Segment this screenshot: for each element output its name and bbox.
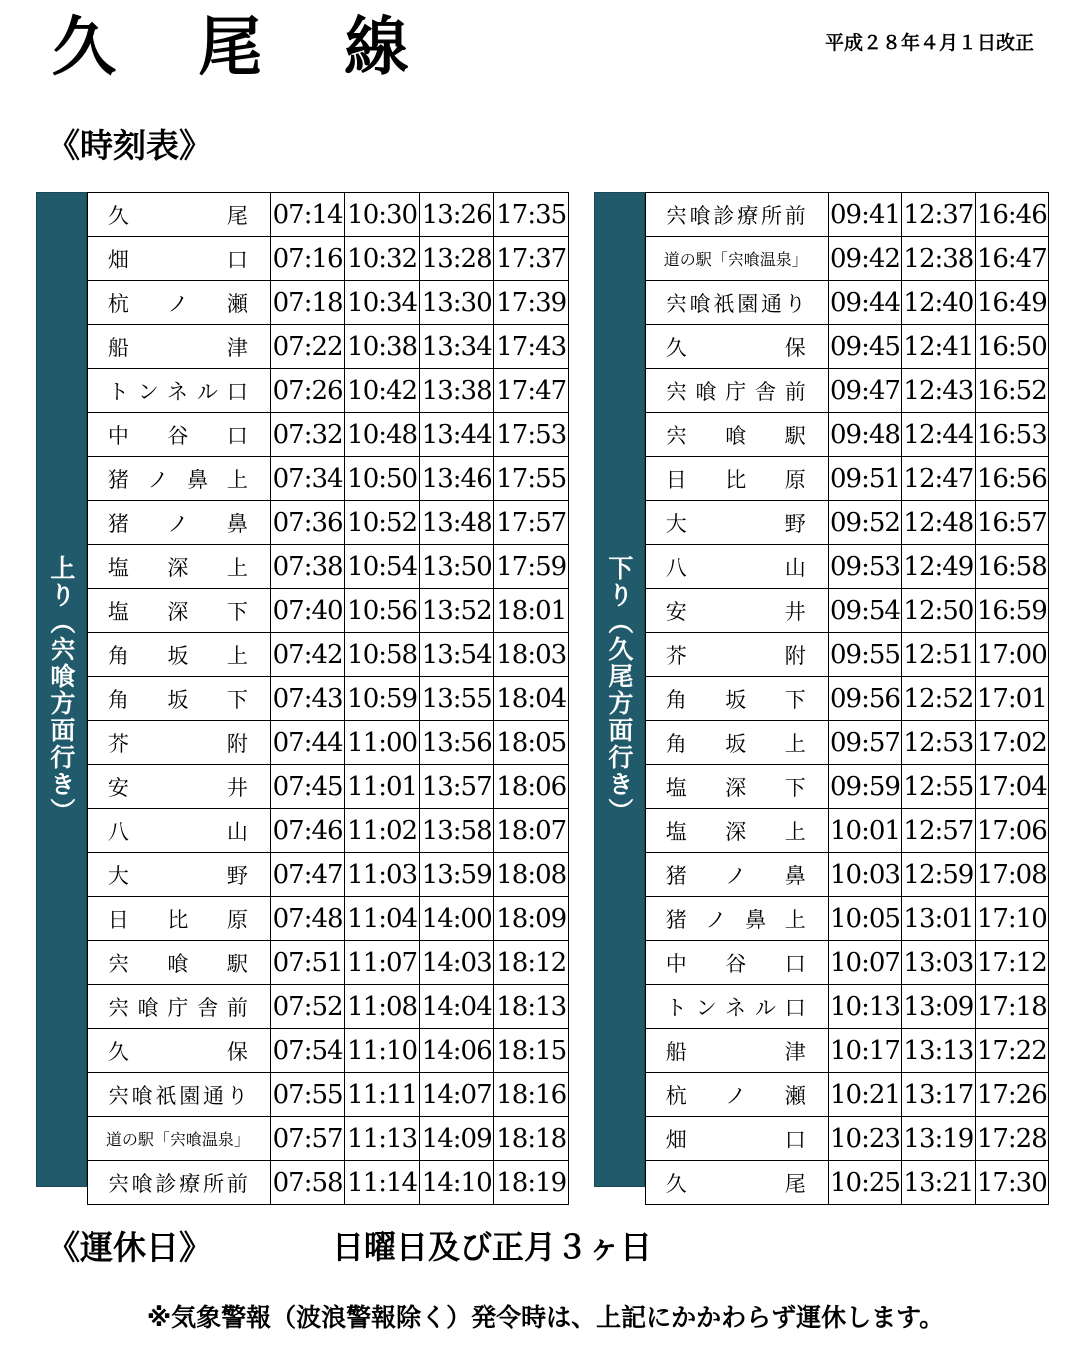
departure-time: 17:53: [494, 413, 569, 457]
departure-time: 17:26: [975, 1073, 1048, 1117]
departure-time: 18:16: [494, 1073, 569, 1117]
departure-time: 10:25: [828, 1161, 901, 1205]
departure-time: 07:44: [270, 721, 345, 765]
table-row: [645, 1073, 1048, 1117]
departure-time: 13:01: [902, 897, 975, 941]
departure-time: 10:42: [345, 369, 420, 413]
departure-time: 10:03: [828, 853, 901, 897]
departure-time: 10:30: [345, 193, 420, 237]
table-row: [87, 193, 568, 237]
revision-date: 平成２８年４月１日改正: [824, 32, 1034, 54]
departure-time: 11:00: [345, 721, 420, 765]
departure-time: 10:38: [345, 325, 420, 369]
departure-time: 13:38: [419, 369, 494, 413]
table-row: [87, 985, 568, 1029]
departure-time: 09:48: [828, 413, 901, 457]
departure-time: 07:43: [270, 677, 345, 721]
departure-time: 18:06: [494, 765, 569, 809]
station-name: 宍喰庁舎前: [645, 369, 828, 413]
station-name: 船 津: [645, 1029, 828, 1073]
departure-time: 13:30: [419, 281, 494, 325]
station-name: 道の駅「宍喰温泉」: [645, 237, 828, 281]
up-timetable-body: [87, 193, 568, 1205]
departure-time: 17:06: [975, 809, 1048, 853]
table-row: [87, 281, 568, 325]
departure-time: 18:07: [494, 809, 569, 853]
departure-time: 13:19: [902, 1117, 975, 1161]
departure-time: 07:16: [270, 237, 345, 281]
departure-time: 10:13: [828, 985, 901, 1029]
station-name: 畑 口: [645, 1117, 828, 1161]
station-name: 久 保: [645, 325, 828, 369]
departure-time: 17:47: [494, 369, 569, 413]
table-row: [645, 325, 1048, 369]
departure-time: 13:52: [419, 589, 494, 633]
station-name: 安 井: [645, 589, 828, 633]
departure-time: 10:01: [828, 809, 901, 853]
table-row: [645, 721, 1048, 765]
departure-time: 13:46: [419, 457, 494, 501]
departure-time: 12:57: [902, 809, 975, 853]
station-name: 宍喰診療所前: [87, 1161, 270, 1205]
station-name: 猪 ノ 鼻: [645, 853, 828, 897]
departure-time: 13:09: [902, 985, 975, 1029]
departure-time: 12:49: [902, 545, 975, 589]
departure-time: 11:11: [345, 1073, 420, 1117]
down-timetable: [645, 192, 1049, 1205]
table-row: [645, 897, 1048, 941]
departure-time: 11:04: [345, 897, 420, 941]
departure-time: 17:28: [975, 1117, 1048, 1161]
station-name: 芥 附: [87, 721, 270, 765]
departure-time: 16:58: [975, 545, 1048, 589]
departure-time: 14:06: [419, 1029, 494, 1073]
departure-time: 18:01: [494, 589, 569, 633]
departure-time: 07:47: [270, 853, 345, 897]
table-row: [645, 633, 1048, 677]
departure-time: 11:02: [345, 809, 420, 853]
departure-time: 14:09: [419, 1117, 494, 1161]
table-row: [645, 765, 1048, 809]
departure-time: 17:18: [975, 985, 1048, 1029]
departure-time: 17:01: [975, 677, 1048, 721]
departure-time: 18:19: [494, 1161, 569, 1205]
station-name: 中 谷 口: [87, 413, 270, 457]
departure-time: 09:54: [828, 589, 901, 633]
departure-time: 09:47: [828, 369, 901, 413]
table-row: [645, 369, 1048, 413]
departure-time: 13:34: [419, 325, 494, 369]
departure-time: 12:48: [902, 501, 975, 545]
station-name: 畑 口: [87, 237, 270, 281]
table-row: [645, 281, 1048, 325]
station-name: 芥 附: [645, 633, 828, 677]
station-name: 杭 ノ 瀬: [87, 281, 270, 325]
departure-time: 17:22: [975, 1029, 1048, 1073]
table-row: [87, 589, 568, 633]
departure-time: 13:55: [419, 677, 494, 721]
departure-time: 09:41: [828, 193, 901, 237]
departure-time: 07:18: [270, 281, 345, 325]
table-row: [87, 853, 568, 897]
departure-time: 12:43: [902, 369, 975, 413]
departure-time: 13:13: [902, 1029, 975, 1073]
station-name: 塩 深 下: [87, 589, 270, 633]
up-direction-label: 上り（宍喰方面行き）: [36, 192, 87, 1187]
table-row: [87, 633, 568, 677]
departure-time: 14:00: [419, 897, 494, 941]
station-name: 宍喰診療所前: [645, 193, 828, 237]
station-name: 猪ノ鼻上: [645, 897, 828, 941]
departure-time: 07:22: [270, 325, 345, 369]
departure-time: 11:14: [345, 1161, 420, 1205]
departure-time: 09:56: [828, 677, 901, 721]
departure-time: 17:43: [494, 325, 569, 369]
departure-time: 18:05: [494, 721, 569, 765]
departure-time: 18:15: [494, 1029, 569, 1073]
page-title: 久 尾 線: [52, 11, 439, 85]
departure-time: 14:03: [419, 941, 494, 985]
station-name: 猪ノ鼻上: [87, 457, 270, 501]
departure-time: 17:02: [975, 721, 1048, 765]
departure-time: 07:58: [270, 1161, 345, 1205]
departure-time: 17:55: [494, 457, 569, 501]
departure-time: 09:52: [828, 501, 901, 545]
station-name: トンネル口: [87, 369, 270, 413]
departure-time: 12:44: [902, 413, 975, 457]
departure-time: 17:12: [975, 941, 1048, 985]
table-row: [87, 721, 568, 765]
timetable-heading: 《時刻表》: [47, 126, 212, 165]
departure-time: 13:50: [419, 545, 494, 589]
table-row: [87, 457, 568, 501]
departure-time: 16:57: [975, 501, 1048, 545]
departure-time: 18:13: [494, 985, 569, 1029]
departure-time: 11:13: [345, 1117, 420, 1161]
table-row: [87, 677, 568, 721]
departure-time: 16:46: [975, 193, 1048, 237]
station-name: 久 尾: [645, 1161, 828, 1205]
departure-time: 10:50: [345, 457, 420, 501]
departure-time: 16:50: [975, 325, 1048, 369]
departure-time: 13:44: [419, 413, 494, 457]
weather-note: ※気象警報（波浪警報除く）発令時は、上記にかかわらず運休します。: [146, 1303, 945, 1332]
table-row: [645, 809, 1048, 853]
down-timetable-panel: [594, 192, 1049, 1198]
departure-time: 12:52: [902, 677, 975, 721]
station-name: 日 比 原: [87, 897, 270, 941]
table-row: [87, 897, 568, 941]
departure-time: 17:30: [975, 1161, 1048, 1205]
departure-time: 13:17: [902, 1073, 975, 1117]
station-name: 八 山: [645, 545, 828, 589]
departure-time: 13:03: [902, 941, 975, 985]
table-row: [645, 413, 1048, 457]
departure-time: 09:55: [828, 633, 901, 677]
departure-time: 13:28: [419, 237, 494, 281]
departure-time: 16:59: [975, 589, 1048, 633]
closed-days: 日曜日及び正月３ヶ日: [332, 1228, 653, 1266]
station-name: 宍喰祇園通り: [87, 1073, 270, 1117]
departure-time: 18:03: [494, 633, 569, 677]
departure-time: 07:38: [270, 545, 345, 589]
departure-time: 14:10: [419, 1161, 494, 1205]
departure-time: 07:14: [270, 193, 345, 237]
station-name: 塩 深 下: [645, 765, 828, 809]
departure-time: 10:21: [828, 1073, 901, 1117]
departure-time: 07:54: [270, 1029, 345, 1073]
station-name: 道の駅「宍喰温泉」: [87, 1117, 270, 1161]
departure-time: 10:05: [828, 897, 901, 941]
departure-time: 18:18: [494, 1117, 569, 1161]
table-row: [645, 237, 1048, 281]
station-name: 宍喰祇園通り: [645, 281, 828, 325]
station-name: 宍喰庁舎前: [87, 985, 270, 1029]
departure-time: 07:48: [270, 897, 345, 941]
station-name: 宍 喰 駅: [645, 413, 828, 457]
departure-time: 07:36: [270, 501, 345, 545]
table-row: [87, 369, 568, 413]
station-name: 大 野: [645, 501, 828, 545]
departure-time: 09:42: [828, 237, 901, 281]
departure-time: 11:03: [345, 853, 420, 897]
table-row: [645, 1117, 1048, 1161]
departure-time: 13:21: [902, 1161, 975, 1205]
departure-time: 17:10: [975, 897, 1048, 941]
station-name: 久 保: [87, 1029, 270, 1073]
station-name: 猪 ノ 鼻: [87, 501, 270, 545]
table-row: [87, 1073, 568, 1117]
table-row: [645, 193, 1048, 237]
table-row: [645, 1161, 1048, 1205]
station-name: 船 津: [87, 325, 270, 369]
departure-time: 12:37: [902, 193, 975, 237]
departure-time: 14:04: [419, 985, 494, 1029]
departure-time: 13:59: [419, 853, 494, 897]
station-name: 角 坂 下: [87, 677, 270, 721]
departure-time: 07:32: [270, 413, 345, 457]
departure-time: 12:55: [902, 765, 975, 809]
departure-time: 13:58: [419, 809, 494, 853]
departure-time: 09:44: [828, 281, 901, 325]
table-row: [87, 765, 568, 809]
table-row: [87, 1029, 568, 1073]
departure-time: 07:45: [270, 765, 345, 809]
station-name: 塩 深 上: [87, 545, 270, 589]
table-row: [645, 1029, 1048, 1073]
departure-time: 10:32: [345, 237, 420, 281]
departure-time: 17:39: [494, 281, 569, 325]
departure-time: 13:56: [419, 721, 494, 765]
station-name: 大 野: [87, 853, 270, 897]
departure-time: 12:53: [902, 721, 975, 765]
departure-time: 18:08: [494, 853, 569, 897]
departure-time: 16:47: [975, 237, 1048, 281]
station-name: 日 比 原: [645, 457, 828, 501]
station-name: 角 坂 上: [645, 721, 828, 765]
departure-time: 10:58: [345, 633, 420, 677]
table-row: [87, 501, 568, 545]
departure-time: 17:00: [975, 633, 1048, 677]
departure-time: 11:10: [345, 1029, 420, 1073]
departure-time: 17:35: [494, 193, 569, 237]
station-name: 安 井: [87, 765, 270, 809]
station-name: 宍 喰 駅: [87, 941, 270, 985]
departure-time: 07:26: [270, 369, 345, 413]
departure-time: 17:57: [494, 501, 569, 545]
departure-time: 16:56: [975, 457, 1048, 501]
departure-time: 16:52: [975, 369, 1048, 413]
station-name: 中 谷 口: [645, 941, 828, 985]
departure-time: 07:57: [270, 1117, 345, 1161]
departure-time: 11:08: [345, 985, 420, 1029]
table-row: [87, 545, 568, 589]
station-name: 角 坂 上: [87, 633, 270, 677]
table-row: [87, 1117, 568, 1161]
table-row: [87, 941, 568, 985]
table-row: [645, 985, 1048, 1029]
departure-time: 13:57: [419, 765, 494, 809]
departure-time: 07:34: [270, 457, 345, 501]
station-name: 杭 ノ 瀬: [645, 1073, 828, 1117]
departure-time: 12:40: [902, 281, 975, 325]
table-row: [645, 853, 1048, 897]
table-row: [87, 413, 568, 457]
departure-time: 13:48: [419, 501, 494, 545]
table-row: [645, 501, 1048, 545]
departure-time: 10:17: [828, 1029, 901, 1073]
table-row: [87, 325, 568, 369]
table-row: [645, 941, 1048, 985]
departure-time: 10:34: [345, 281, 420, 325]
down-direction-label: 下り（久尾方面行き）: [594, 192, 645, 1187]
departure-time: 12:41: [902, 325, 975, 369]
departure-time: 16:53: [975, 413, 1048, 457]
table-row: [645, 677, 1048, 721]
departure-time: 10:54: [345, 545, 420, 589]
departure-time: 10:52: [345, 501, 420, 545]
departure-time: 09:53: [828, 545, 901, 589]
departure-time: 18:09: [494, 897, 569, 941]
departure-time: 13:54: [419, 633, 494, 677]
departure-time: 17:37: [494, 237, 569, 281]
departure-time: 09:45: [828, 325, 901, 369]
station-name: 久 尾: [87, 193, 270, 237]
departure-time: 07:52: [270, 985, 345, 1029]
departure-time: 16:49: [975, 281, 1048, 325]
departure-time: 10:48: [345, 413, 420, 457]
departure-time: 13:26: [419, 193, 494, 237]
table-row: [87, 237, 568, 281]
departure-time: 10:23: [828, 1117, 901, 1161]
departure-time: 10:59: [345, 677, 420, 721]
station-name: 角 坂 下: [645, 677, 828, 721]
departure-time: 17:59: [494, 545, 569, 589]
departure-time: 11:07: [345, 941, 420, 985]
departure-time: 17:04: [975, 765, 1048, 809]
station-name: トンネル口: [645, 985, 828, 1029]
departure-time: 17:08: [975, 853, 1048, 897]
up-timetable: [87, 192, 569, 1205]
table-row: [645, 589, 1048, 633]
departure-time: 07:55: [270, 1073, 345, 1117]
departure-time: 10:56: [345, 589, 420, 633]
station-name: 八 山: [87, 809, 270, 853]
departure-time: 18:04: [494, 677, 569, 721]
table-row: [87, 1161, 568, 1205]
departure-time: 07:42: [270, 633, 345, 677]
table-row: [87, 809, 568, 853]
table-row: [645, 457, 1048, 501]
departure-time: 07:51: [270, 941, 345, 985]
up-timetable-panel: [36, 192, 569, 1198]
departure-time: 09:51: [828, 457, 901, 501]
down-timetable-body: [645, 193, 1048, 1205]
departure-time: 09:57: [828, 721, 901, 765]
departure-time: 12:47: [902, 457, 975, 501]
departure-time: 09:59: [828, 765, 901, 809]
table-row: [645, 545, 1048, 589]
station-name: 塩 深 上: [645, 809, 828, 853]
departure-time: 12:51: [902, 633, 975, 677]
departure-time: 12:38: [902, 237, 975, 281]
departure-time: 12:59: [902, 853, 975, 897]
departure-time: 18:12: [494, 941, 569, 985]
departure-time: 12:50: [902, 589, 975, 633]
departure-time: 07:46: [270, 809, 345, 853]
departure-time: 14:07: [419, 1073, 494, 1117]
closed-days-heading: 《運休日》: [47, 1228, 212, 1267]
departure-time: 07:40: [270, 589, 345, 633]
departure-time: 11:01: [345, 765, 420, 809]
departure-time: 10:07: [828, 941, 901, 985]
